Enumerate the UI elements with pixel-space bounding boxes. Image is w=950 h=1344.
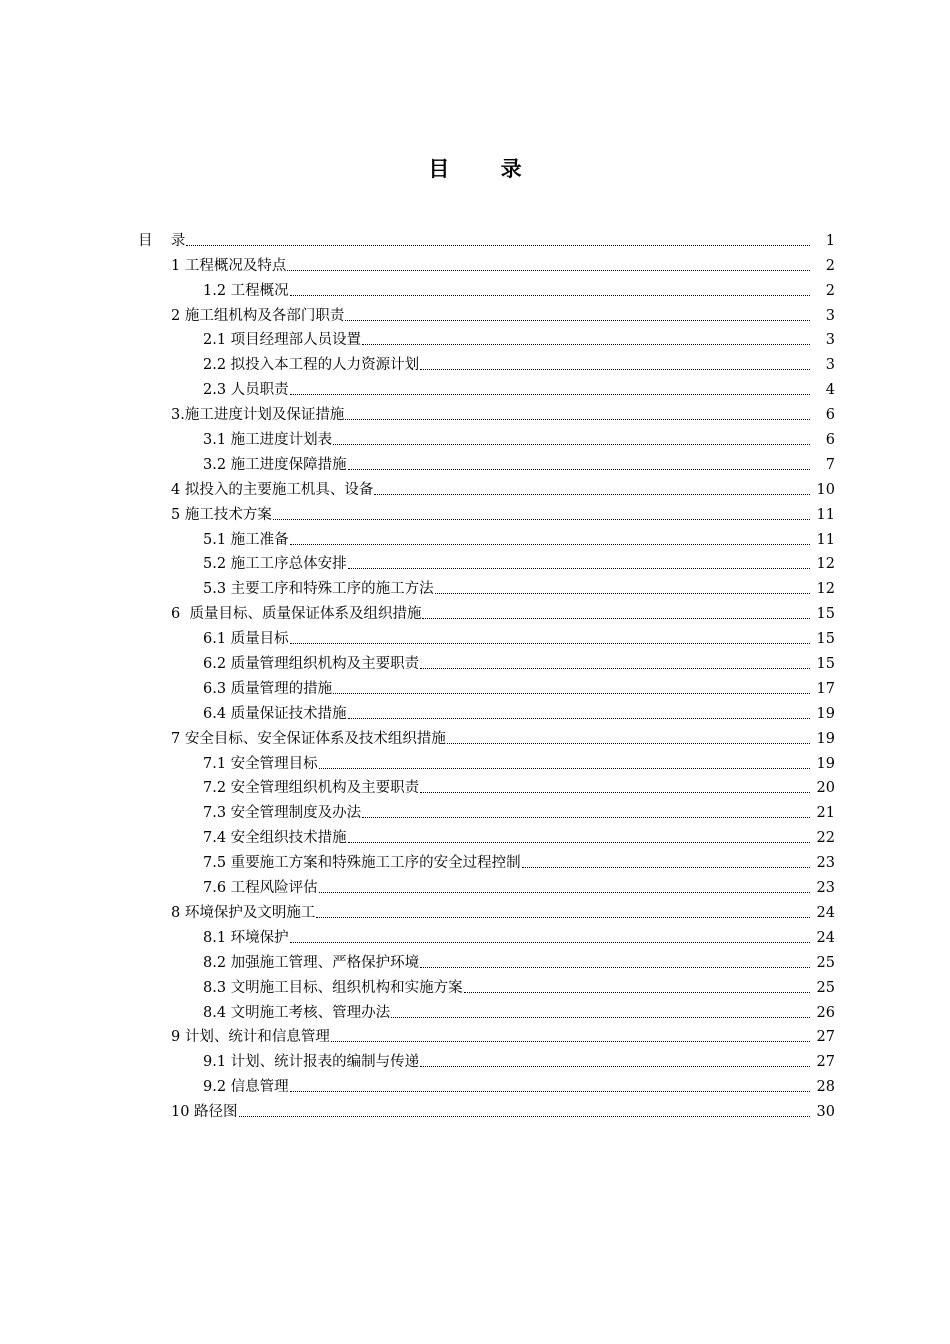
toc-entry[interactable] (171, 599, 950, 624)
toc-page-number: 6 (825, 432, 835, 449)
toc-dot-leader (348, 842, 810, 843)
toc-dot-leader (345, 419, 810, 420)
toc-entry-title: 目 录 (138, 232, 186, 249)
toc-page-number: 2 (825, 282, 835, 299)
toc-page-number: 15 (816, 656, 835, 673)
toc-dot-leader (348, 718, 810, 719)
toc-entry[interactable] (203, 624, 950, 649)
toc-page-number: 6 (825, 407, 835, 424)
toc-dot-leader (435, 593, 810, 594)
toc-dot-leader (290, 643, 810, 644)
toc-entry[interactable] (203, 1047, 950, 1072)
toc-entry[interactable] (203, 574, 950, 599)
toc-page-number: 25 (816, 954, 835, 971)
toc-dot-leader (420, 967, 810, 968)
toc-dot-leader (362, 344, 810, 345)
toc-page-number: 19 (816, 730, 835, 747)
toc-entry-title: 5 施工技术方案 (171, 506, 272, 523)
table-of-contents (0, 226, 950, 1122)
toc-dot-leader (290, 1091, 810, 1092)
toc-entry-title: 6 质量目标、质量保证体系及组织措施 (171, 606, 422, 623)
toc-entry-title: 7 安全目标、安全保证体系及技术组织措施 (171, 730, 446, 747)
toc-page-number: 25 (816, 979, 835, 996)
toc-entry[interactable] (203, 425, 950, 450)
toc-page-number: 17 (816, 680, 835, 697)
toc-entry-title: 9 计划、统计和信息管理 (171, 1029, 330, 1046)
toc-page-number: 12 (816, 581, 835, 598)
toc-entry-title: 9.1 计划、统计报表的编制与传递 (203, 1054, 420, 1071)
toc-dot-leader (464, 992, 810, 993)
toc-entry[interactable] (203, 948, 950, 973)
toc-entry-title: 2.2 拟投入本工程的人力资源计划 (203, 357, 420, 374)
toc-dot-leader (348, 568, 810, 569)
toc-entry-title: 8.4 文明施工考核、管理办法 (203, 1004, 391, 1021)
toc-entry[interactable] (203, 798, 950, 823)
toc-entry-title: 3.2 施工进度保障措施 (203, 456, 347, 473)
toc-entry[interactable] (171, 1023, 950, 1048)
toc-entry[interactable] (138, 226, 950, 251)
toc-page-number: 28 (816, 1079, 835, 1096)
toc-dot-leader (333, 444, 810, 445)
toc-entry[interactable] (203, 873, 950, 898)
toc-page-number: 19 (816, 755, 835, 772)
toc-page-number: 26 (816, 1004, 835, 1021)
toc-entry[interactable] (203, 923, 950, 948)
toc-entry[interactable] (203, 848, 950, 873)
toc-entry[interactable] (203, 550, 950, 575)
toc-page-number: 4 (825, 382, 835, 399)
toc-page-number: 1 (825, 232, 835, 249)
toc-dot-leader (391, 1017, 810, 1018)
toc-page-number: 3 (825, 307, 835, 324)
toc-entry[interactable] (171, 724, 950, 749)
toc-entry-title: 8.1 环境保护 (203, 929, 289, 946)
toc-entry-title: 1 工程概况及特点 (171, 257, 287, 274)
toc-entry[interactable] (203, 375, 950, 400)
toc-page-number: 12 (816, 556, 835, 573)
toc-entry-title: 1.2 工程概况 (203, 282, 289, 299)
toc-dot-leader (290, 942, 810, 943)
toc-entry-title: 6.2 质量管理组织机构及主要职责 (203, 656, 420, 673)
toc-dot-leader (316, 917, 810, 918)
toc-page-number: 23 (816, 855, 835, 872)
toc-entry-title: 5.3 主要工序和特殊工序的施工方法 (203, 581, 434, 598)
toc-entry-title: 2.1 项目经理部人员设置 (203, 332, 362, 349)
toc-entry-title: 7.4 安全组织技术措施 (203, 830, 347, 847)
toc-page-number: 27 (816, 1054, 835, 1071)
toc-dot-leader (290, 394, 810, 395)
toc-page-number: 24 (816, 904, 835, 921)
toc-page-number: 11 (816, 506, 835, 523)
toc-page-number: 2 (825, 257, 835, 274)
toc-dot-leader (290, 295, 810, 296)
toc-entry[interactable] (203, 674, 950, 699)
toc-page-number: 24 (816, 929, 835, 946)
toc-dot-leader (186, 245, 810, 246)
toc-dot-leader (273, 519, 810, 520)
toc-entry-title: 4 拟投入的主要施工机具、设备 (171, 481, 374, 498)
toc-entry[interactable] (171, 500, 950, 525)
toc-page-number: 23 (816, 880, 835, 897)
toc-dot-leader (290, 544, 810, 545)
toc-entry-title: 6.4 质量保证技术措施 (203, 705, 347, 722)
toc-dot-leader (287, 270, 810, 271)
toc-entry-title: 9.2 信息管理 (203, 1079, 289, 1096)
toc-dot-leader (319, 892, 810, 893)
toc-entry-title: 6.3 质量管理的措施 (203, 680, 333, 697)
toc-page-number: 11 (816, 531, 835, 548)
toc-page-number: 10 (816, 481, 835, 498)
toc-page-number: 22 (816, 830, 835, 847)
toc-dot-leader (420, 369, 810, 370)
toc-entry[interactable] (203, 774, 950, 799)
toc-dot-leader (447, 743, 810, 744)
toc-entry[interactable] (203, 973, 950, 998)
toc-page-number: 27 (816, 1029, 835, 1046)
toc-entry[interactable] (203, 525, 950, 550)
toc-dot-leader (345, 320, 810, 321)
toc-dot-leader (420, 668, 810, 669)
toc-page-number: 3 (825, 332, 835, 349)
toc-entry-title: 10 路径图 (171, 1104, 238, 1121)
toc-entry-title: 3.1 施工进度计划表 (203, 432, 333, 449)
toc-entry-title: 7.2 安全管理组织机构及主要职责 (203, 780, 420, 797)
toc-entry[interactable] (203, 450, 950, 475)
toc-entry-title: 2.3 人员职责 (203, 382, 289, 399)
toc-entry-title: 5.1 施工准备 (203, 531, 289, 548)
toc-entry[interactable] (203, 1072, 950, 1097)
toc-entry-title: 8.2 加强施工管理、严格保护环境 (203, 954, 420, 971)
toc-entry[interactable] (171, 400, 950, 425)
toc-page-number: 3 (825, 357, 835, 374)
toc-page-number: 19 (816, 705, 835, 722)
toc-entry[interactable] (171, 1097, 950, 1122)
toc-dot-leader (420, 1066, 810, 1067)
toc-entry[interactable] (203, 749, 950, 774)
toc-page-number: 7 (825, 456, 835, 473)
toc-page-number: 30 (816, 1104, 835, 1121)
toc-page-number: 20 (816, 780, 835, 797)
toc-page-number: 15 (816, 606, 835, 623)
toc-entry-title: 3.施工进度计划及保证措施 (171, 407, 345, 424)
toc-entry-title: 7.6 工程风险评估 (203, 880, 318, 897)
toc-page-number: 21 (816, 805, 835, 822)
toc-entry[interactable] (203, 326, 950, 351)
toc-entry[interactable] (203, 276, 950, 301)
toc-dot-leader (362, 817, 810, 818)
toc-entry[interactable] (171, 898, 950, 923)
toc-entry-title: 2 施工组机构及各部门职责 (171, 307, 345, 324)
toc-entry[interactable] (203, 823, 950, 848)
toc-entry-title: 8.3 文明施工目标、组织机构和实施方案 (203, 979, 463, 996)
toc-entry-title: 7.1 安全管理目标 (203, 755, 318, 772)
toc-entry-title: 6.1 质量目标 (203, 631, 289, 648)
toc-dot-leader (374, 494, 810, 495)
toc-dot-leader (333, 693, 810, 694)
toc-dot-leader (239, 1116, 810, 1117)
toc-dot-leader (420, 792, 810, 793)
toc-page-number: 15 (816, 631, 835, 648)
toc-entry-title: 5.2 施工工序总体安排 (203, 556, 347, 573)
toc-entry[interactable] (171, 301, 950, 326)
toc-entry[interactable] (203, 649, 950, 674)
page-title: 目 录 (428, 156, 544, 181)
toc-dot-leader (422, 618, 810, 619)
toc-dot-leader (348, 469, 810, 470)
toc-entry[interactable] (203, 699, 950, 724)
toc-entry[interactable] (171, 251, 950, 276)
toc-entry[interactable] (171, 475, 950, 500)
toc-entry[interactable] (203, 350, 950, 375)
toc-dot-leader (319, 768, 810, 769)
toc-entry-title: 7.3 安全管理制度及办法 (203, 805, 362, 822)
toc-dot-leader (331, 1041, 810, 1042)
toc-entry-title: 7.5 重要施工方案和特殊施工工序的安全过程控制 (203, 855, 521, 872)
toc-dot-leader (522, 867, 810, 868)
toc-entry[interactable] (203, 998, 950, 1023)
toc-entry-title: 8 环境保护及文明施工 (171, 904, 316, 921)
